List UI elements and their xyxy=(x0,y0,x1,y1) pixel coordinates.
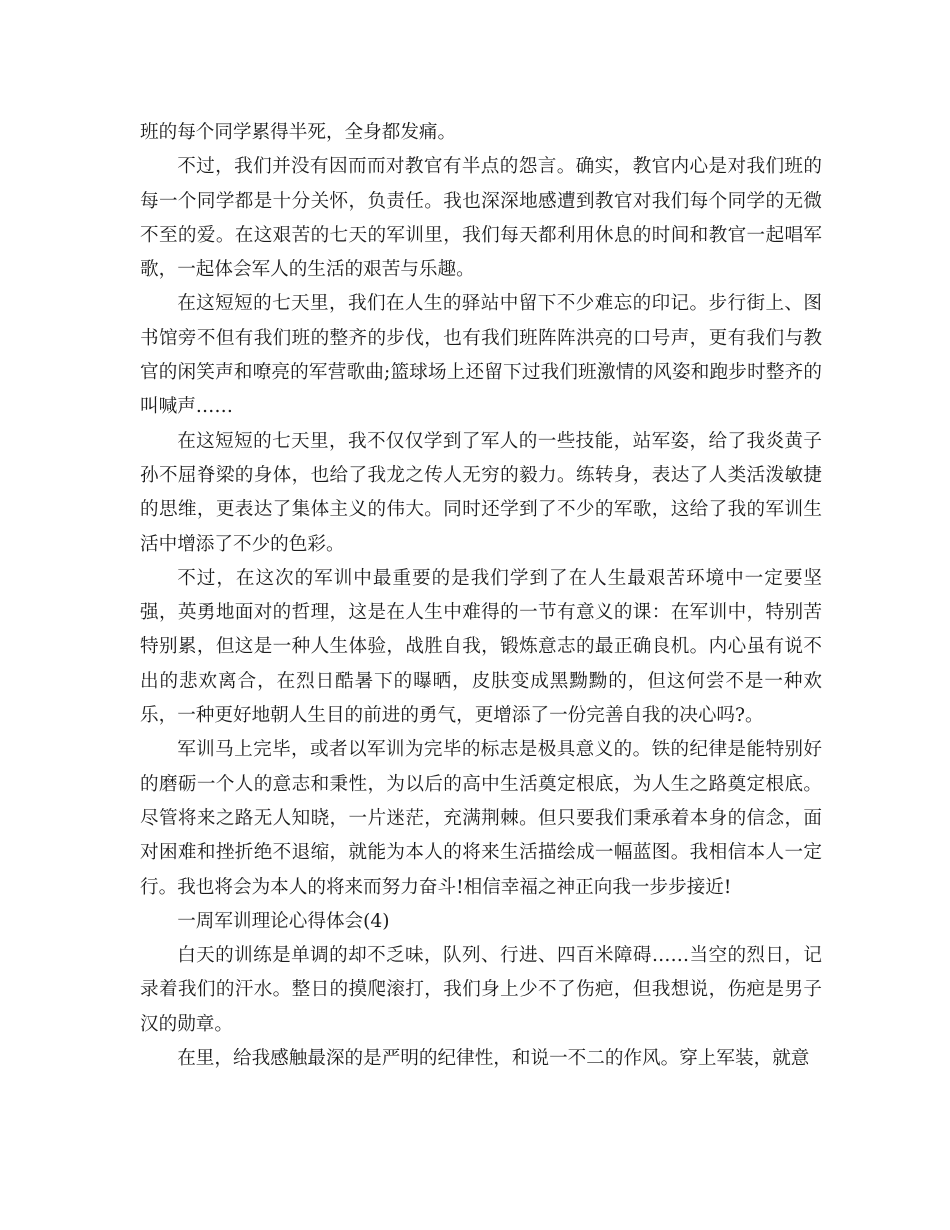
paragraph: 班的每个同学累得半死，全身都发痛。 xyxy=(140,122,457,143)
paragraph: 不过，在这次的军训中最重要的是我们学到了在人生最艰苦环境中一定要坚强，英勇地面对的哲理，这是在人生中难得的一节有意义的课：在军训中，特别苦特别累，但这是一种人生体验，战胜自我，锻炼意志的最正确良机。内心虽有说不出的悲欢离合，在烈日酷暑下的曝晒，皮肤变成黑黝黝的，但这何尝不是一种欢乐，一种更好地朝人生目的前进的勇气，更增添了一份完善自我的决心吗?。 xyxy=(140,567,822,727)
paragraph: 不过，我们并没有因而而对教官有半点的怨言。确实，教官内心是对我们班的每一个同学都是十分关怀，负责任。我也深深地感遭到教官对我们每个同学的无微不至的爱。在这艰苦的七天的军训里，我们每天都利用休息的时间和教官一起唱军歌，一起体会军人的生活的艰苦与乐趣。 xyxy=(140,156,822,281)
paragraph: 在里，给我感触最深的是严明的纪律性，和说一不二的作风。穿上军装，就意 xyxy=(177,1048,810,1070)
section-heading: 一周军训理论心得体会(4) xyxy=(177,910,390,932)
paragraph: 白天的训练是单调的却不乏味，队列、行进、四百米障碍……当空的烈日，记录着我们的汗水。整日的摸爬滚打，我们身上少不了伤疤，但我想说，伤疤是男子汉的勋章。 xyxy=(140,945,822,1035)
document-body xyxy=(140,116,822,1076)
paragraph: 在这短短的七天里，我们在人生的驿站中留下不少难忘的印记。步行街上、图书馆旁不但有我们班的整齐的步伐，也有我们班阵阵洪亮的口号声，更有我们与教官的闲笑声和嘹亮的军营歌曲;篮球场上还留下过我们班激情的风姿和跑步时整齐的叫喊声…… xyxy=(140,293,822,418)
paragraph: 在这短短的七天里，我不仅仅学到了军人的一些技能，站军姿，给了我炎黄子孙不屈脊梁的身体，也给了我龙之传人无穷的毅力。练转身，表达了人类活泼敏捷的思维，更表达了集体主义的伟大。同时还学到了不少的军歌，这给了我的军训生活中增添了不少的色彩。 xyxy=(140,430,822,555)
paragraph: 军训马上完毕，或者以军训为完毕的标志是极具意义的。铁的纪律是能特别好的磨砺一个人的意志和秉性，为以后的高中生活奠定根底，为人生之路奠定根底。尽管将来之路无人知晓，一片迷茫，充满荆棘。但只要我们秉承着本身的信念，面对困难和挫折绝不退缩，就能为本人的将来生活描绘成一幅蓝图。我相信本人一定行。我也将会为本人的将来而努力奋斗!相信幸福之神正向我一步步接近! xyxy=(140,739,822,898)
